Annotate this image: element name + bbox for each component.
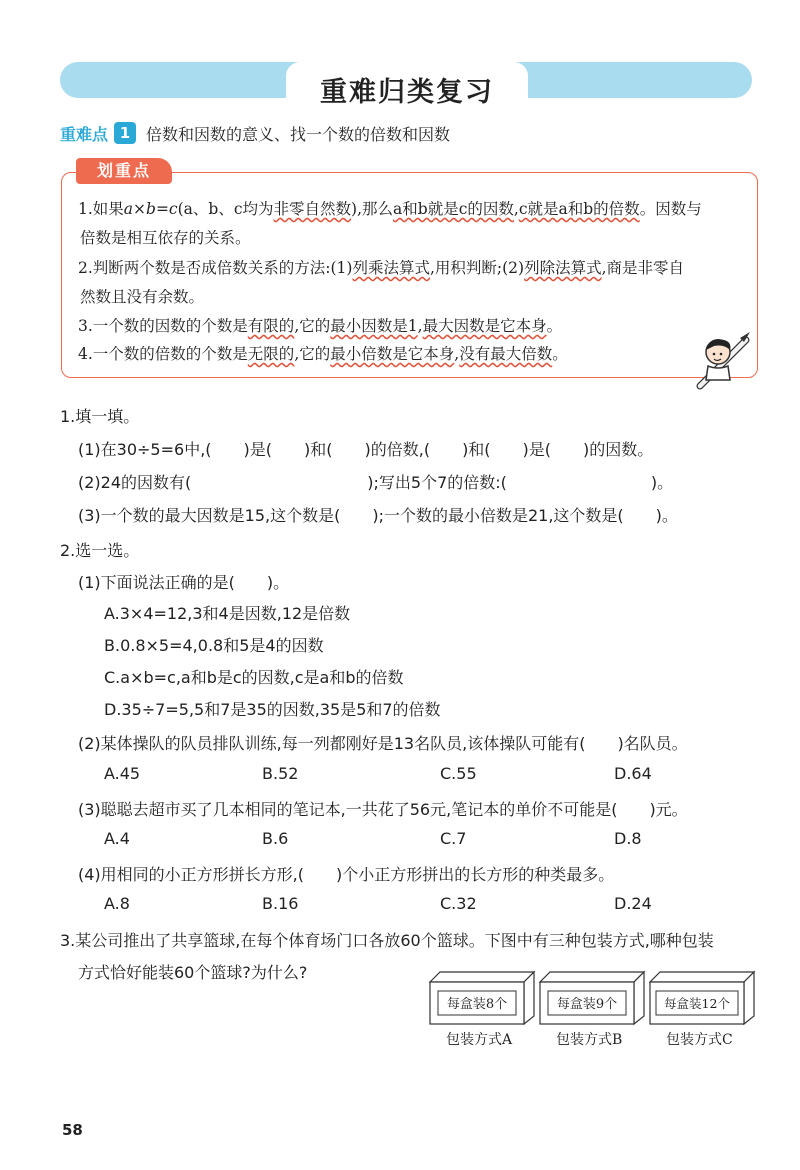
q2-4-option-a: A.8	[104, 894, 130, 913]
package-c-caption: 包装方式C	[666, 1032, 733, 1048]
key-point-label: 重难点	[60, 124, 109, 144]
q3-text-line-1: 3.某公司推出了共享篮球,在每个体育场门口各放60个篮球。下图中有三种包装方式,哪种包装	[60, 931, 714, 950]
focus-point-1-line-1: 1.如果a×b=c(a、b、c均为非零自然数),那么a和b就是c的因数,c就是a和b的倍数。因数与	[78, 200, 702, 218]
focus-point-2-line-1: 2.判断两个数是否成倍数关系的方法:(1)列乘法算式,用积判断;(2)列除法算式,商是非零自	[78, 259, 685, 277]
q2-4-option-d: D.24	[614, 894, 652, 913]
q3-text-line-2: 方式恰好能装60个篮球?为什么?	[78, 963, 308, 982]
focus-point-3: 3.一个数的因数的个数是有限的,它的最小因数是1,最大因数是它本身。	[78, 317, 563, 335]
q2-4-option-b: B.16	[262, 894, 299, 913]
page-title: 重难归类复习	[320, 77, 494, 108]
mascot-boy-with-pencil-icon	[690, 330, 752, 390]
package-box-c	[648, 970, 756, 1026]
q2-4-option-c: C.32	[440, 894, 477, 913]
package-box-a	[428, 970, 536, 1026]
q2-3-option-c: C.7	[440, 829, 467, 848]
focus-point-2-line-2: 然数且没有余数。	[80, 288, 205, 306]
key-point-number: 1	[114, 122, 136, 144]
focus-tab: 划重点	[76, 158, 172, 184]
q2-1-stem: (1)下面说法正确的是( )。	[78, 573, 290, 592]
q2-3-option-b: B.6	[262, 829, 289, 848]
page-number: 58	[62, 1121, 83, 1139]
q2-2-option-b: B.52	[262, 764, 299, 783]
q2-3-stem: (3)聪聪去超市买了几本相同的笔记本,一共花了56元,笔记本的单价不可能是( )元。	[78, 800, 688, 819]
key-point-title: 倍数和因数的意义、找一个数的倍数和因数	[146, 124, 451, 144]
q2-1-option-b: B.0.8×5=4,0.8和5是4的因数	[104, 636, 324, 655]
q2-1-option-c: C.a×b=c,a和b是c的因数,c是a和b的倍数	[104, 668, 404, 687]
package-a-label: 每盒装8个	[446, 997, 508, 1012]
q2-2-stem: (2)某体操队的队员排队训练,每一列都刚好是13名队员,该体操队可能有( )名队员。	[78, 734, 688, 753]
q2-4-stem: (4)用相同的小正方形拼长方形,( )个小正方形拼出的长方形的种类最多。	[78, 865, 615, 884]
q1-heading: 1.填一填。	[60, 407, 140, 426]
q2-2-option-c: C.55	[440, 764, 477, 783]
q2-3-option-d: D.8	[614, 829, 642, 848]
focus-point-4: 4.一个数的倍数的个数是无限的,它的最小倍数是它本身,没有最大倍数。	[78, 345, 568, 363]
q1-part-1: (1)在30÷5=6中,( )是( )和( )的倍数,( )和( )是( )的因数。	[78, 440, 654, 459]
package-box-b	[538, 970, 646, 1026]
q2-2-option-d: D.64	[614, 764, 652, 783]
key-point-row	[60, 120, 450, 146]
package-b-caption: 包装方式B	[556, 1032, 623, 1048]
q2-1-option-a: A.3×4=12,3和4是因数,12是倍数	[104, 604, 351, 623]
q2-1-option-d: D.35÷7=5,5和7是35的因数,35是5和7的倍数	[104, 700, 441, 719]
package-a-caption: 包装方式A	[446, 1032, 513, 1048]
q2-3-option-a: A.4	[104, 829, 130, 848]
package-c-label: 每盒装12个	[664, 996, 730, 1011]
package-b-label: 每盒装9个	[556, 997, 618, 1012]
q1-part-3: (3)一个数的最大因数是15,这个数是( );一个数的最小倍数是21,这个数是( )。	[78, 506, 678, 525]
q2-heading: 2.选一选。	[60, 541, 140, 560]
q1-part-2: (2)24的因数有( );写出5个7的倍数:( )。	[78, 473, 674, 492]
q2-2-option-a: A.45	[104, 764, 141, 783]
focus-point-1-line-2: 倍数是相互依存的关系。	[80, 229, 251, 247]
